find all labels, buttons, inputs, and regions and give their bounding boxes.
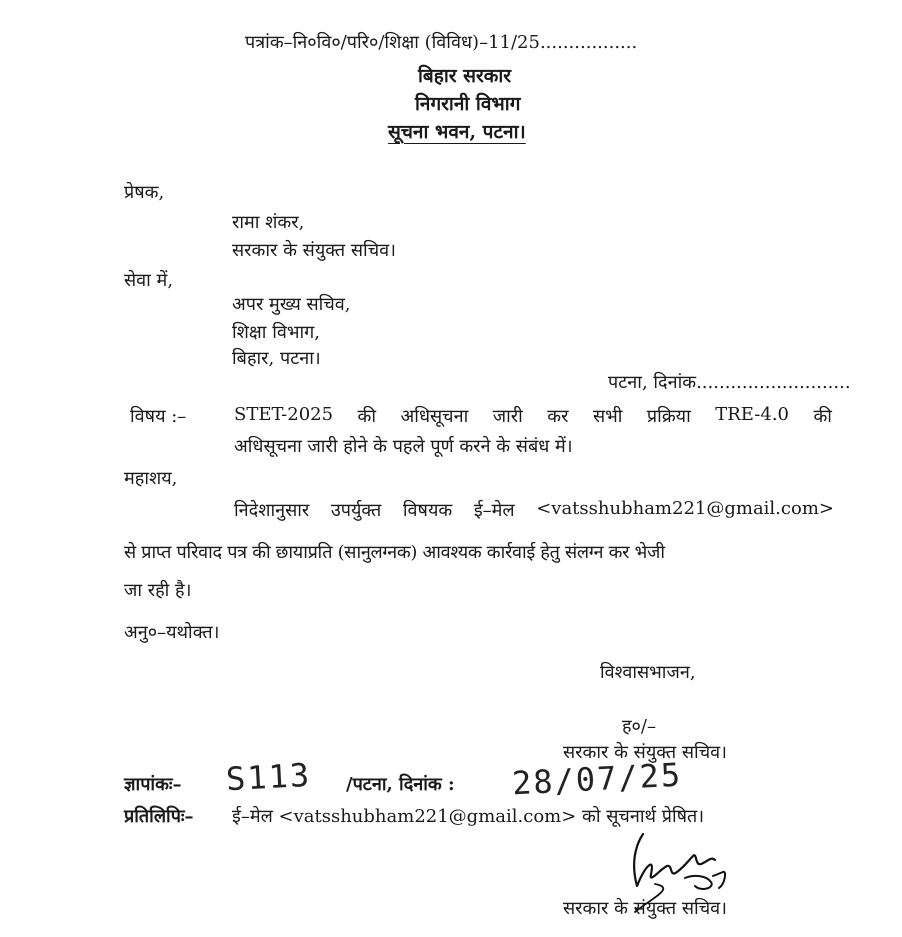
org-name: बिहार सरकार [418,65,512,87]
subject-word: STET-2025 [234,404,334,425]
reference-number: पत्रांक–नि०वि०/परि०/शिक्षा (विविध)–11/25................. [245,32,638,53]
subject-line-1 [234,404,832,428]
body-word: विषयक [402,500,453,521]
subject-word: सभी [592,406,623,427]
body-word: निदेशानुसार [234,500,310,521]
memo-date-handwritten: 28/07/25 [511,755,684,803]
body-word: ई–मेल [473,500,515,521]
subject-word: अधिसूचना [400,406,469,427]
email-address: <vatsshubham221@gmail.com> [536,498,834,519]
signed-mark: ह०/– [622,716,656,737]
sender-name: रामा शंकर, [232,212,305,233]
place-date: पटना, दिनांक........................... [608,372,851,393]
sender-designation: सरकार के संयुक्त सचिव। [232,240,396,261]
recipient-line-3: बिहार, पटना। [232,348,321,369]
salutation: महाशय, [124,468,178,489]
memo-place-date-label: /पटना, दिनांक : [346,774,455,795]
body-line-3: जा रही है। [124,580,192,601]
copy-label: प्रतिलिपिः– [124,806,194,827]
closing-faithfully: विश्वासभाजन, [600,662,696,683]
subject-word: TRE-4.0 [715,404,789,425]
enclosure-note: अनु०–यथोक्त। [124,622,220,643]
subject-word: कर [547,406,569,427]
final-designation: सरकार के संयुक्त सचिव। [563,898,727,919]
subject-label: विषय :– [130,406,187,427]
department-name: निगरानी विभाग [415,93,521,115]
subject-word: जारी [492,406,523,427]
memo-number-handwritten: S113 [225,755,312,799]
subject-word: की [813,406,832,427]
body-line-2: से प्राप्त परिवाद पत्र की छायाप्रति (सानुलग्नक) आवश्यक कार्रवाई हेतु संलग्न कर भेजी [124,542,665,563]
sender-label: प्रेषक, [124,182,165,203]
body-word: उपर्युक्त [330,500,382,521]
subject-word: की [357,406,377,427]
recipient-label: सेवा में, [124,270,174,291]
body-line-1 [234,498,834,522]
recipient-line-1: अपर मुख्य सचिव, [232,294,351,315]
closing-designation: सरकार के संयुक्त सचिव। [563,742,727,763]
copy-text: ई–मेल <vatsshubham221@gmail.com> को सूचनार्थ प्रेषित। [232,806,705,827]
subject-word: प्रक्रिया [646,406,691,427]
recipient-line-2: शिक्षा विभाग, [232,322,321,343]
office-address: सूचना भवन, पटना। [388,121,526,143]
subject-line-2: अधिसूचना जारी होने के पहले पूर्ण करने के संबंध में। [234,436,573,457]
memo-label: ज्ञापांकः– [124,774,182,795]
